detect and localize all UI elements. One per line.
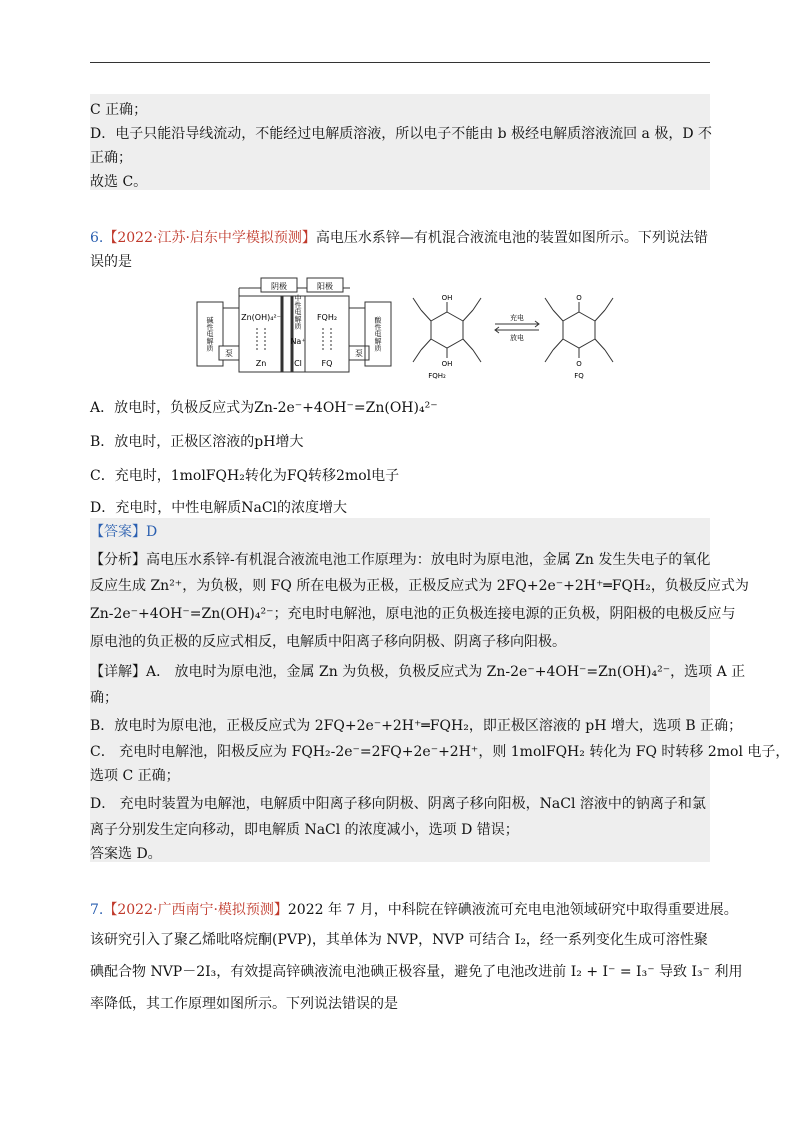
fq-label: FQ — [574, 372, 584, 380]
prev-c-line: C 正确； — [90, 102, 148, 118]
analysis-tag: 【分析】 — [90, 552, 146, 568]
q6-number: 6. — [90, 230, 104, 246]
battery-diagram — [195, 272, 625, 382]
fq-o-top: O — [576, 294, 582, 302]
q6-stem-line-2: 误的是 — [90, 254, 132, 270]
q6-detail-2: 确； — [90, 690, 118, 706]
membrane-na: Na⁺ — [290, 337, 306, 346]
cathode-label: 阴极 — [271, 282, 287, 291]
q6-detail-4: C． 充电时电解池，阳极反应为 FQH₂-2e⁻=2FQ+2e⁻+2H⁺，则 1molFQH₂ 转化为 FQ 时转移 2mol 电子， — [90, 744, 790, 760]
detail-tag: 【详解】 — [90, 664, 146, 680]
q6-analysis-1: 【分析】高电压水系锌-有机混合液流电池工作原理为：放电时为原电池，金属 Zn 发生失电子的氧化 — [90, 552, 711, 568]
q6-detail-1: 【详解】A． 放电时为原电池，金属 Zn 为负极，负极反应式为 Zn-2e⁻+4OH⁻=Zn(OH)₄²⁻，选项 A 正 — [90, 664, 746, 680]
membrane-label: 中性电解质 — [294, 294, 302, 330]
q7-number: 7. — [90, 902, 104, 918]
fq-molecule — [545, 298, 613, 362]
prev-d-line-1: D．电子只能沿导线流动，不能经过电解质溶液，所以电子不能由 b 极经电解质溶液流回 a 极，D 不 — [90, 126, 713, 142]
q6-detail-3: B．放电时为原电池，正极反应式为 2FQ+2e⁻+2H⁺═FQH₂，即正极区溶液的 pH 增大，选项 B 正确； — [90, 718, 743, 734]
q6-option-c: C．充电时，1molFQH₂转化为FQ转移2mol电子 — [90, 468, 400, 484]
right-species-bottom: FQ — [321, 359, 333, 368]
q6-option-a: A．放电时，负极反应式为Zn-2e⁻+4OH⁻=Zn(OH)₄²⁻ — [90, 400, 438, 416]
fqh2-oh-bottom: OH — [441, 360, 453, 368]
left-species-bottom: Zn — [255, 359, 267, 368]
left-tank-label: 碱性电解质 — [206, 316, 214, 352]
left-species-top: Zn(OH)₄²⁻ — [241, 313, 281, 322]
q7-stem-line-2: 该研究引入了聚乙烯吡咯烷酮(PVP)，其单体为 NVP，NVP 可结合 I₂，经一系列变化生成可溶性聚 — [90, 932, 708, 948]
right-tank-label: 酸性电解质 — [374, 316, 382, 352]
fq-o-bottom: O — [576, 360, 582, 368]
q7-stem-line-3: 碘配合物 NVP－2I₃，有效提高锌碘液流电池碘正极容量，避免了电池改进前 I₂ + I⁻ = I₃⁻ 导致 I₃⁻ 利用 — [90, 964, 743, 980]
fqh2-molecule — [413, 298, 481, 362]
membrane-cl: Cl — [294, 359, 302, 368]
arrow-discharge-label: 放电 — [510, 334, 524, 342]
q6-figure — [195, 272, 625, 382]
right-species-top: FQH₂ — [316, 313, 338, 322]
q6-detail-5: 选项 C 正确； — [90, 768, 180, 784]
prev-d-line-2: 正确； — [90, 150, 132, 166]
q6-stem-text-1: 高电压水系锌—有机混合液流电池的装置如图所示。下列说法错 — [315, 230, 708, 246]
q7-stem-line-4: 率降低，其工作原理如图所示。下列说法错误的是 — [90, 996, 398, 1012]
q6-source: 【2022·江苏·启东中学模拟预测】 — [103, 230, 316, 246]
q6-detail-7: 离子分别发生定向移动，即电解质 NaCl 的浓度减小，选项 D 错误； — [90, 822, 519, 838]
q7-stem-line-1: 7.【2022·广西南宁·模拟预测】2022 年 7 月，中科院在锌碘液流可充电电池领域研究中取得重要进展。 — [90, 902, 738, 918]
fqh2-label: FQH₂ — [428, 372, 446, 380]
q7-source: 【2022·广西南宁·模拟预测】 — [103, 902, 288, 918]
right-pump-label: 泵 — [355, 349, 363, 358]
header-rule — [90, 62, 710, 63]
anode-label: 阳极 — [317, 282, 333, 291]
fqh2-oh-top: OH — [441, 294, 453, 302]
q6-stem-line-1 — [90, 228, 708, 248]
q6-option-d: D．充电时，中性电解质NaCl的浓度增大 — [90, 500, 348, 516]
q6-analysis-4: 原电池的负正极的反应式相反，电解质中阳离子移向阴极、阴离子移向阳极。 — [90, 634, 566, 650]
q6-analysis-2: 反应生成 Zn²⁺，为负极，则 FQ 所在电极为正极，正极反应式为 2FQ+2e⁻+2H⁺═FQH₂，负极反应式为 — [90, 578, 749, 594]
left-pump-label: 泵 — [225, 349, 233, 358]
q6-detail-6: D． 充电时装置为电解池，电解质中阳离子移向阴极、阴离子移向阳极，NaCl 溶液中的钠离子和氯 — [90, 796, 706, 812]
q6-detail-8: 答案选 D。 — [90, 846, 162, 862]
q6-analysis-3: Zn-2e⁻+4OH⁻=Zn(OH)₄²⁻；充电时电解池，原电池的正负极连接电源的正负极，阴阳极的电极反应与 — [90, 606, 736, 622]
prev-choose: 故选 C。 — [90, 174, 148, 190]
q6-answer-line — [90, 522, 157, 542]
q6-option-b: B．放电时，正极区溶液的pH增大 — [90, 434, 304, 450]
answer-tag: 【答案】 — [90, 524, 146, 540]
answer-value: D — [146, 524, 158, 540]
arrow-charge-label: 充电 — [510, 314, 524, 322]
